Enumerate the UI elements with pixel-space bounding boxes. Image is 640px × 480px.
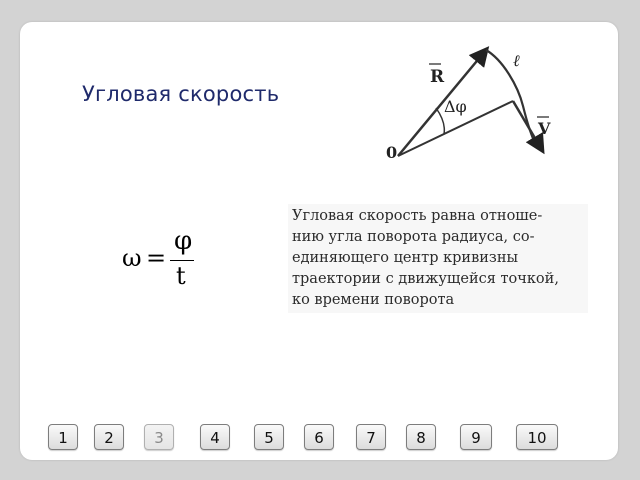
definition-line: ко времени поворота [292,292,455,308]
label-angle: Δφ [444,97,467,116]
label-l: ℓ [513,51,520,70]
nav-button-7[interactable]: 7 [356,424,386,450]
label-R: R [430,67,445,87]
formula-equals: = [146,244,167,272]
nav-button-10[interactable]: 10 [516,424,558,450]
nav-button-8[interactable]: 8 [406,424,436,450]
trajectory-arc [486,50,538,148]
slide-title: Угловая скорость [82,82,280,106]
formula-fraction-bar [170,260,194,261]
formula-denominator: t [176,262,186,290]
definition-line: траектории с движущейся точкой, [292,271,559,287]
nav-button-4[interactable]: 4 [200,424,230,450]
formula-numerator: φ [174,226,193,256]
radius-vector [398,50,486,156]
nav-button-6[interactable]: 6 [304,424,334,450]
nav-button-9[interactable]: 9 [460,424,492,450]
nav-button-2[interactable]: 2 [94,424,124,450]
definition-line: нию угла поворота радиуса, со- [292,229,535,245]
slide-navigation [0,424,640,454]
label-origin: 0 [386,143,398,162]
nav-button-5[interactable]: 5 [254,424,284,450]
label-V: V [538,119,551,138]
definition-text [288,204,588,313]
definition-line: единяющего центр кривизны [292,250,519,266]
nav-button-1[interactable]: 1 [48,424,78,450]
formula-omega: ω [122,244,142,272]
angular-velocity-diagram [378,46,568,176]
angular-velocity-formula [118,228,208,292]
nav-button-3[interactable]: 3 [144,424,174,450]
definition-line: Угловая скорость равна отноше- [292,208,543,224]
